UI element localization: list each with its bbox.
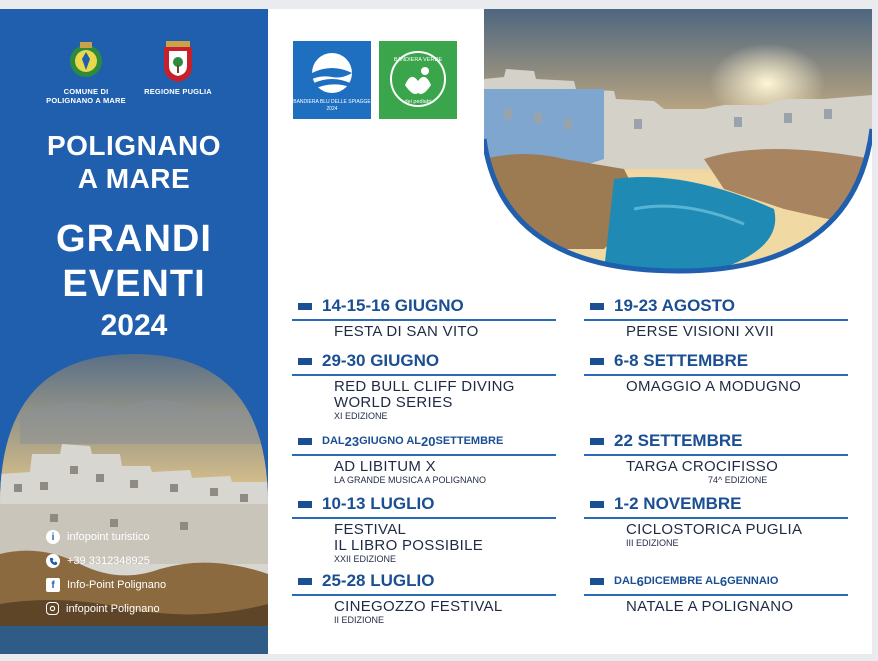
date-marker xyxy=(590,438,604,445)
event-divider xyxy=(292,594,556,596)
event-date xyxy=(584,294,848,318)
blue-flag-label: BANDIERA BLU DELLE SPIAGGE xyxy=(293,99,371,105)
date-marker xyxy=(298,501,312,508)
headline-line1: GRANDI xyxy=(56,218,212,260)
green-flag-label: BANDIERA VERDE xyxy=(393,57,443,63)
event-name: FESTIVAL xyxy=(334,521,407,538)
event-date xyxy=(292,569,556,593)
events-column-right xyxy=(584,294,848,629)
info-icon: i xyxy=(46,530,60,544)
events-column-left xyxy=(292,294,556,629)
institution-logos xyxy=(0,39,268,109)
event-date-text: 1-2 NOVEMBRE xyxy=(614,494,742,513)
event-name: CICLOSTORICA PUGLIA xyxy=(626,521,803,538)
date-prefix: DAL xyxy=(614,575,637,587)
event-item[interactable] xyxy=(584,492,848,569)
event-name-line2: WORLD SERIES xyxy=(334,394,453,411)
instagram-icon xyxy=(46,602,59,615)
event-item[interactable] xyxy=(292,492,556,569)
contact-facebook-text: Info-Point Polignano xyxy=(67,579,167,591)
event-poster xyxy=(0,9,872,654)
event-name: NATALE A POLIGNANO xyxy=(626,598,794,615)
event-divider xyxy=(584,594,848,596)
date-marker xyxy=(298,438,312,445)
blue-flag-logo xyxy=(293,41,371,119)
headline-line2: EVENTI xyxy=(62,263,206,305)
event-date xyxy=(292,492,556,516)
town-title-line1: POLIGNANO xyxy=(46,130,222,161)
contact-phone[interactable] xyxy=(46,554,150,568)
headline xyxy=(0,217,268,307)
contact-instagram[interactable] xyxy=(46,602,160,615)
date-end-month: GENNAIO xyxy=(727,575,779,587)
event-date-text: 6-8 SETTEMBRE xyxy=(614,351,749,370)
event-item[interactable] xyxy=(584,569,848,629)
event-date-text: 14-15-16 GIUGNO xyxy=(322,296,464,315)
contact-phone-text: +39 3312348925 xyxy=(67,555,150,567)
regione-crest-icon xyxy=(158,39,198,83)
event-date xyxy=(584,349,848,373)
event-item[interactable] xyxy=(292,294,556,349)
event-item[interactable] xyxy=(584,294,848,349)
event-divider xyxy=(292,517,556,519)
town-title-line2: A MARE xyxy=(77,163,191,194)
event-item[interactable] xyxy=(292,569,556,629)
event-name: FESTA DI SAN VITO xyxy=(334,323,479,340)
date-marker xyxy=(298,578,312,585)
event-edition: II EDIZIONE xyxy=(334,615,385,625)
phone-icon xyxy=(46,554,60,568)
date-middle: DICEMBRE AL xyxy=(643,575,720,587)
blue-flag-year: 2024 xyxy=(326,106,338,112)
event-item[interactable] xyxy=(292,349,556,429)
green-flag-sub: dei pediatri xyxy=(404,99,432,105)
event-divider xyxy=(292,454,556,456)
date-marker xyxy=(590,358,604,365)
green-flag-logo xyxy=(379,41,457,119)
event-name: CINEGOZZO FESTIVAL xyxy=(334,598,503,615)
date-marker xyxy=(298,358,312,365)
event-divider xyxy=(292,319,556,321)
event-edition: 74^ EDIZIONE xyxy=(708,475,768,485)
contact-instagram-text: infopoint Polignano xyxy=(66,602,160,615)
date-marker xyxy=(590,578,604,585)
event-divider xyxy=(584,319,848,321)
event-edition: XXII EDIZIONE xyxy=(334,554,397,564)
contact-info[interactable] xyxy=(46,530,150,544)
town-title xyxy=(0,129,268,195)
date-start-day: 6 xyxy=(636,573,644,589)
event-date xyxy=(292,294,556,318)
comune-crest-icon xyxy=(66,39,106,83)
event-name: PERSE VISIONI XVII xyxy=(626,323,774,340)
date-marker xyxy=(298,303,312,310)
event-date-text: 22 SETTEMBRE xyxy=(614,431,743,450)
polignano-bay-photo xyxy=(484,9,872,274)
event-item[interactable] xyxy=(292,429,556,492)
event-divider xyxy=(292,374,556,376)
event-subtitle: LA GRANDE MUSICA A POLIGNANO xyxy=(334,475,487,485)
event-date-text: 19-23 AGOSTO xyxy=(614,296,735,315)
event-date xyxy=(292,349,556,373)
event-date-text: 25-28 LUGLIO xyxy=(322,571,435,590)
regione-label: REGIONE PUGLIA xyxy=(144,87,212,96)
facebook-icon: f xyxy=(46,578,60,592)
event-date xyxy=(292,429,556,453)
date-middle: GIUGNO AL xyxy=(359,435,422,447)
date-end-day: 20 xyxy=(421,433,436,449)
contact-info-text: infopoint turistico xyxy=(67,531,150,543)
date-marker xyxy=(590,501,604,508)
date-end-day: 6 xyxy=(719,573,728,589)
event-date xyxy=(584,429,848,453)
event-name: AD LIBITUM X xyxy=(334,458,436,475)
event-divider xyxy=(584,374,848,376)
event-edition: III EDIZIONE xyxy=(626,538,679,548)
event-item[interactable] xyxy=(584,349,848,429)
date-start-day: 23 xyxy=(344,433,360,449)
event-item[interactable] xyxy=(584,429,848,492)
event-name: OMAGGIO A MODUGNO xyxy=(626,378,802,395)
event-name-line2: IL LIBRO POSSIBILE xyxy=(334,537,484,554)
event-date xyxy=(584,569,848,593)
event-name: RED BULL CLIFF DIVING xyxy=(334,378,515,395)
event-name: TARGA CROCIFISSO xyxy=(626,458,779,475)
contact-facebook[interactable] xyxy=(46,578,166,592)
year: 2024 xyxy=(100,309,168,342)
event-divider xyxy=(584,517,848,519)
event-date-text: 29-30 GIUGNO xyxy=(322,351,440,370)
date-prefix: DAL xyxy=(322,435,345,447)
event-date-text: 10-13 LUGLIO xyxy=(322,494,435,513)
event-edition: XI EDIZIONE xyxy=(334,411,388,421)
event-divider xyxy=(584,454,848,456)
event-date xyxy=(584,492,848,516)
date-marker xyxy=(590,303,604,310)
comune-label-line2: POLIGNANO A MARE xyxy=(46,96,126,105)
date-end-month: SETTEMBRE xyxy=(435,435,504,447)
left-panel xyxy=(0,9,268,654)
comune-label-line1: COMUNE DI xyxy=(63,87,109,96)
